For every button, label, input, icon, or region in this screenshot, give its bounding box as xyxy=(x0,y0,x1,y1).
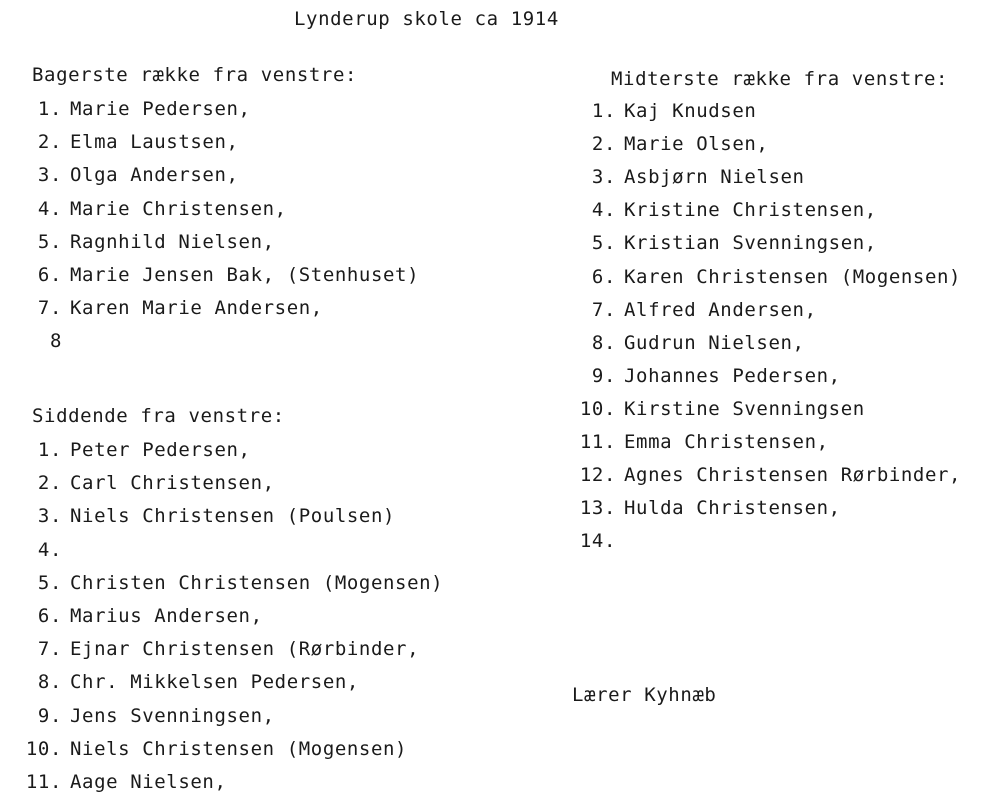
item-name: Chr. Mikkelsen Pedersen, xyxy=(70,671,359,694)
item-number: 9. xyxy=(37,704,62,727)
item-number: 7. xyxy=(37,638,62,661)
item-name: Ejnar Christensen (Rørbinder, xyxy=(70,638,420,661)
item-number: 3. xyxy=(37,164,62,187)
item-number: 2. xyxy=(37,131,62,154)
item-name: Marie Christensen, xyxy=(70,197,287,220)
item-name: Jens Svenningsen, xyxy=(70,704,275,727)
item-number: 8. xyxy=(591,331,616,354)
item-number: 6. xyxy=(37,264,62,286)
item-name: Marie Jensen Bak, (Stenhuset) xyxy=(70,264,420,286)
item-name: Kristian Svenningsen, xyxy=(624,232,877,255)
item-number: 3. xyxy=(591,166,616,189)
item-number: 2. xyxy=(37,472,62,495)
item-number: 7. xyxy=(37,297,62,320)
item-number: 5. xyxy=(591,232,616,255)
item-name: Kaj Knudsen xyxy=(624,100,757,122)
item-number: 5. xyxy=(37,230,62,253)
item-number: 4. xyxy=(37,197,62,220)
item-number: 1. xyxy=(591,100,616,122)
back-row-heading: Bagerste række fra venstre: xyxy=(32,64,358,86)
item-number: 4. xyxy=(591,199,616,222)
item-name: Emma Christensen, xyxy=(624,431,829,453)
item-name: Christen Christensen (Mogensen) xyxy=(70,571,444,594)
item-name: Olga Andersen, xyxy=(70,164,239,187)
item-name: Niels Christensen (Mogensen) xyxy=(70,737,408,760)
item-number: 9. xyxy=(591,364,616,387)
item-number: 4. xyxy=(37,538,62,561)
seated-heading: Siddende fra venstre: xyxy=(32,405,285,427)
item-name: Johannes Pedersen, xyxy=(624,364,841,387)
item-name: Asbjørn Nielsen xyxy=(624,166,805,189)
item-number: 1. xyxy=(37,98,62,120)
item-number: 14. xyxy=(579,530,616,553)
item-number: 10. xyxy=(25,737,62,760)
item-number: 7. xyxy=(591,298,616,321)
item-name: Karen Christensen (Mogensen) xyxy=(624,265,962,288)
item-number: 5. xyxy=(37,571,62,594)
item-number: 10. xyxy=(579,397,616,420)
middle-row-heading: Midterste række fra venstre: xyxy=(611,68,949,90)
teacher-name: Lærer Kyhnæb xyxy=(572,684,717,706)
item-number: 3. xyxy=(37,505,62,528)
document-title: Lynderup skole ca 1914 xyxy=(294,8,559,30)
item-name: Carl Christensen, xyxy=(70,472,275,495)
item-name: Hulda Christensen, xyxy=(624,497,841,520)
item-name: Ragnhild Nielsen, xyxy=(70,230,275,253)
item-name: Elma Laustsen, xyxy=(70,131,239,154)
item-name: Kristine Christensen, xyxy=(624,199,877,222)
item-name: Aage Nielsen, xyxy=(70,771,227,793)
item-number: 11. xyxy=(579,431,616,453)
item-number: 12. xyxy=(579,464,616,487)
item-name: Karen Marie Andersen, xyxy=(70,297,323,320)
item-name: Marie Olsen, xyxy=(624,133,769,156)
item-number: 6. xyxy=(591,265,616,288)
item-name: Peter Pedersen, xyxy=(70,439,251,461)
item-number: 8. xyxy=(37,671,62,694)
item-name: Kirstine Svenningsen xyxy=(624,397,865,420)
item-name: Gudrun Nielsen, xyxy=(624,331,805,354)
item-number: 8 xyxy=(49,330,62,353)
item-name: Agnes Christensen Rørbinder, xyxy=(624,464,962,487)
item-name: Alfred Andersen, xyxy=(624,298,817,321)
item-name: Niels Christensen (Poulsen) xyxy=(70,505,396,528)
item-number: 11. xyxy=(25,771,62,793)
item-number: 13. xyxy=(579,497,616,520)
item-name: Marie Pedersen, xyxy=(70,98,251,120)
item-number: 1. xyxy=(37,439,62,461)
item-number: 6. xyxy=(37,605,62,627)
item-name: Marius Andersen, xyxy=(70,605,263,627)
item-number: 2. xyxy=(591,133,616,156)
